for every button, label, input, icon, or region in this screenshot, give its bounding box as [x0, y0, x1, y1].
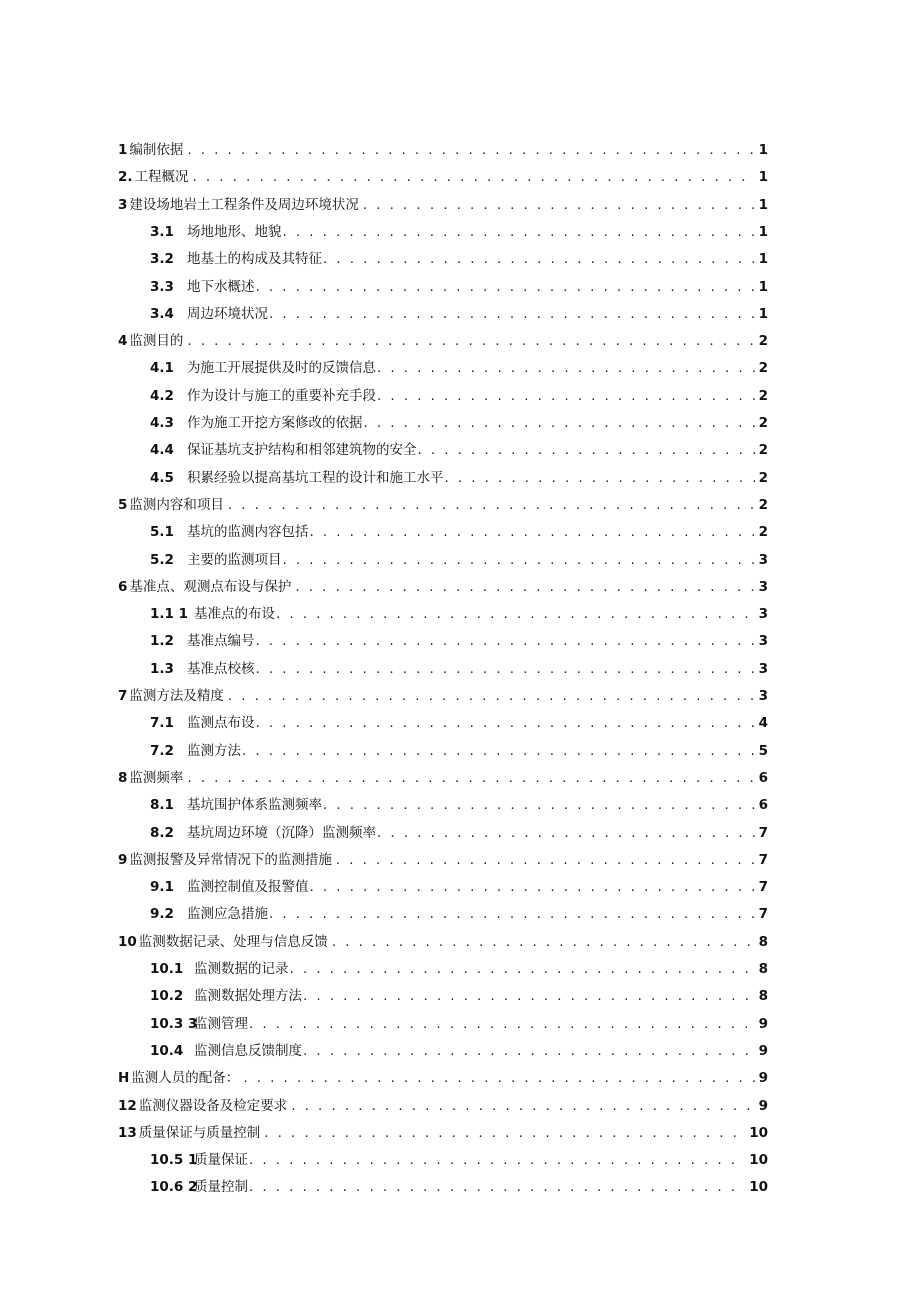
toc-entry-number: 9 — [118, 852, 128, 868]
toc-entry-page-number: 8 — [758, 961, 768, 977]
toc-entry-title: 监测数据处理方法 — [194, 988, 302, 1004]
toc-entry-number: 3.3 — [150, 279, 174, 295]
toc-dot-leader — [249, 1011, 755, 1038]
toc-entry-title: 基坑围护体系监测频率 — [187, 797, 322, 813]
toc-entry-title: 质量保证与质量控制 — [138, 1125, 261, 1141]
toc-entry-section[interactable] — [150, 983, 768, 1010]
toc-dot-leader — [377, 820, 755, 847]
toc-entry-page-number: 6 — [758, 797, 768, 813]
toc-entry-section[interactable] — [150, 738, 768, 765]
toc-entry-number: 3.2 — [150, 251, 174, 267]
toc-entry-page-number: 6 — [758, 770, 768, 786]
toc-dot-leader — [256, 628, 755, 655]
toc-entry-number: 5 — [118, 497, 128, 513]
toc-dot-leader — [187, 137, 754, 164]
toc-entry-title: 作为设计与施工的重要补充手段 — [187, 388, 376, 404]
toc-entry-section[interactable] — [150, 219, 768, 246]
toc-entry-page-number: 1 — [758, 279, 768, 295]
toc-entry-number: 10 — [118, 934, 137, 950]
toc-entry-number: 7.1 — [150, 715, 174, 731]
toc-entry-section[interactable] — [150, 956, 768, 983]
toc-entry-page-number: 7 — [758, 852, 768, 868]
toc-entry-section[interactable] — [150, 246, 768, 273]
toc-entry-number: 8.2 — [150, 825, 174, 841]
toc-entry-page-number: 3 — [758, 552, 768, 568]
toc-entry-title: 质量控制 — [194, 1179, 248, 1195]
toc-dot-leader — [283, 219, 755, 246]
toc-entry-section[interactable] — [150, 656, 768, 683]
toc-entry-title: 监测数据记录、处理与信息反馈 — [138, 934, 328, 950]
toc-entry-chapter[interactable] — [118, 1065, 768, 1092]
toc-entry-title: 基准点、观测点布设与保护 — [129, 579, 292, 595]
toc-entry-section[interactable] — [150, 1038, 768, 1065]
toc-entry-chapter[interactable] — [118, 492, 768, 519]
toc-dot-leader — [364, 410, 755, 437]
toc-entry-number: 13 — [118, 1125, 137, 1141]
toc-dot-leader — [290, 956, 755, 983]
toc-entry-number: 10.4 — [150, 1043, 184, 1059]
toc-entry-page-number: 3 — [758, 579, 768, 595]
toc-entry-page-number: 3 — [758, 633, 768, 649]
toc-entry-chapter[interactable] — [118, 1120, 768, 1147]
toc-entry-number: 3.4 — [150, 306, 174, 322]
toc-entry-chapter[interactable] — [118, 137, 768, 164]
toc-entry-number: 1.3 — [150, 661, 174, 677]
toc-entry-section[interactable] — [150, 874, 768, 901]
toc-entry-number: 7 — [118, 688, 128, 704]
toc-dot-leader — [377, 355, 755, 382]
toc-entry-number: 10.6 2 — [150, 1179, 198, 1195]
toc-entry-title: 基坑周边环境（沉降）监测频率 — [187, 825, 376, 841]
toc-entry-chapter[interactable] — [118, 574, 768, 601]
toc-entry-page-number: 8 — [758, 934, 768, 950]
toc-entry-page-number: 9 — [758, 1070, 768, 1086]
toc-entry-number: 10.2 — [150, 988, 184, 1004]
toc-entry-title: 监测内容和项目 — [129, 497, 224, 513]
toc-entry-number: 4.5 — [150, 470, 174, 486]
toc-entry-page-number: 4 — [758, 715, 768, 731]
toc-entry-chapter[interactable] — [118, 164, 768, 191]
toc-entry-number: 4.3 — [150, 415, 174, 431]
toc-entry-page-number: 5 — [758, 743, 768, 759]
toc-entry-chapter[interactable] — [118, 765, 768, 792]
toc-entry-section[interactable] — [150, 1011, 768, 1038]
toc-dot-leader — [187, 765, 754, 792]
toc-entry-chapter[interactable] — [118, 929, 768, 956]
toc-entry-title: 监测报警及异常情况下的监测措施 — [129, 852, 332, 868]
toc-entry-page-number: 1 — [758, 169, 768, 185]
toc-entry-title: 监测信息反馈制度 — [194, 1043, 302, 1059]
toc-entry-title: 监测方法及精度 — [129, 688, 224, 704]
toc-entry-section[interactable] — [150, 792, 768, 819]
toc-dot-leader — [323, 246, 755, 273]
toc-dot-leader — [303, 983, 755, 1010]
toc-entry-section[interactable] — [150, 465, 768, 492]
toc-entry-page-number: 9 — [758, 1098, 768, 1114]
toc-dot-leader — [445, 465, 755, 492]
toc-dot-leader — [418, 437, 755, 464]
toc-entry-title: 周边环境状况 — [187, 306, 268, 322]
toc-entry-title: 地下水概述 — [187, 279, 255, 295]
toc-entry-page-number: 2 — [758, 470, 768, 486]
toc-dot-leader — [256, 656, 755, 683]
toc-entry-chapter[interactable] — [118, 847, 768, 874]
toc-dot-leader — [228, 683, 755, 710]
toc-entry-title: 监测仪器设备及检定要求 — [138, 1098, 288, 1114]
toc-entry-title: 基准点编号 — [187, 633, 255, 649]
toc-entry-section[interactable] — [150, 547, 768, 574]
toc-entry-title: 编制依据 — [129, 142, 184, 158]
toc-dot-leader — [242, 738, 755, 765]
toc-dot-leader — [193, 164, 755, 191]
toc-entry-number: 8 — [118, 770, 128, 786]
toc-entry-section[interactable] — [150, 1174, 768, 1201]
toc-entry-number: 10.1 — [150, 961, 184, 977]
toc-entry-number: 12 — [118, 1098, 137, 1114]
toc-entry-number: 9.1 — [150, 879, 174, 895]
toc-dot-leader — [363, 192, 755, 219]
toc-entry-page-number: 2 — [758, 524, 768, 540]
toc-entry-page-number: 3 — [758, 688, 768, 704]
toc-entry-page-number: 1 — [758, 251, 768, 267]
toc-entry-number: 4.2 — [150, 388, 174, 404]
toc-entry-title: 监测频率 — [129, 770, 184, 786]
toc-dot-leader — [377, 383, 755, 410]
toc-entry-section[interactable] — [150, 383, 768, 410]
toc-entry-number: 1.2 — [150, 633, 174, 649]
toc-entry-title: 质量保证 — [194, 1152, 248, 1168]
toc-entry-section[interactable] — [150, 274, 768, 301]
toc-dot-leader — [256, 710, 755, 737]
toc-entry-section[interactable] — [150, 628, 768, 655]
toc-entry-number: H — [118, 1070, 130, 1086]
toc-entry-section[interactable] — [150, 901, 768, 928]
toc-dot-leader — [336, 847, 755, 874]
toc-entry-title: 基坑的监测内容包括 — [187, 524, 309, 540]
toc-entry-page-number: 9 — [758, 1043, 768, 1059]
toc-dot-leader — [256, 274, 755, 301]
toc-entry-section[interactable] — [150, 601, 768, 628]
toc-entry-page-number: 2 — [758, 388, 768, 404]
toc-entry-number: 9.2 — [150, 906, 174, 922]
toc-entry-page-number: 7 — [758, 825, 768, 841]
toc-entry-page-number: 2 — [758, 442, 768, 458]
toc-entry-page-number: 10 — [749, 1179, 768, 1195]
toc-entry-title: 监测控制值及报警值 — [187, 879, 309, 895]
toc-dot-leader — [332, 929, 755, 956]
toc-entry-number: 4 — [118, 333, 128, 349]
toc-entry-title: 监测目的 — [129, 333, 184, 349]
toc-entry-page-number: 2 — [758, 415, 768, 431]
toc-entry-page-number: 9 — [758, 1016, 768, 1032]
toc-entry-title: 场地地形、地貌 — [187, 224, 282, 240]
toc-dot-leader — [283, 547, 755, 574]
toc-entry-number: 8.1 — [150, 797, 174, 813]
toc-dot-leader — [264, 1120, 745, 1147]
toc-dot-leader — [228, 492, 755, 519]
toc-entry-title: 监测数据的记录 — [194, 961, 289, 977]
toc-entry-title: 基准点校核 — [187, 661, 255, 677]
toc-entry-section[interactable] — [150, 437, 768, 464]
toc-entry-page-number: 2 — [758, 333, 768, 349]
toc-entry-page-number: 2 — [758, 497, 768, 513]
toc-entry-page-number: 8 — [758, 988, 768, 1004]
toc-entry-title: 监测点布设 — [187, 715, 255, 731]
toc-entry-title: 保证基坑支护结构和相邻建筑物的安全 — [187, 442, 417, 458]
toc-entry-number: 4.1 — [150, 360, 174, 376]
toc-entry-title: 监测应急措施 — [187, 906, 268, 922]
toc-entry-page-number: 2 — [758, 360, 768, 376]
toc-entry-chapter[interactable] — [118, 328, 768, 355]
toc-entry-number: 10.5 1 — [150, 1152, 198, 1168]
toc-entry-chapter[interactable] — [118, 192, 768, 219]
toc-dot-leader — [269, 901, 755, 928]
toc-dot-leader — [243, 1065, 754, 1092]
toc-entry-title: 建设场地岩土工程条件及周边环境状况 — [129, 197, 359, 213]
toc-entry-page-number: 7 — [758, 879, 768, 895]
toc-entry-section[interactable] — [150, 410, 768, 437]
toc-entry-section[interactable] — [150, 301, 768, 328]
toc-entry-chapter[interactable] — [118, 1093, 768, 1120]
toc-entry-title: 为施工开展提供及时的反馈信息 — [187, 360, 376, 376]
toc-entry-number: 3 — [118, 197, 128, 213]
toc-entry-title: 监测管理 — [194, 1016, 248, 1032]
toc-entry-page-number: 1 — [758, 142, 768, 158]
toc-entry-title: 地基土的构成及其特征 — [187, 251, 322, 267]
toc-dot-leader — [310, 519, 755, 546]
toc-entry-title: 积累经验以提高基坑工程的设计和施工水平 — [187, 470, 444, 486]
toc-entry-page-number: 3 — [758, 606, 768, 622]
toc-entry-number: 3.1 — [150, 224, 174, 240]
toc-entry-page-number: 7 — [758, 906, 768, 922]
toc-dot-leader — [269, 301, 755, 328]
toc-dot-leader — [276, 601, 755, 628]
toc-entry-section[interactable] — [150, 519, 768, 546]
toc-entry-section[interactable] — [150, 820, 768, 847]
toc-entry-page-number: 10 — [749, 1152, 768, 1168]
toc-entry-title: 作为施工开挖方案修改的依据 — [187, 415, 363, 431]
toc-entry-title: 监测人员的配备： — [131, 1070, 240, 1086]
toc-entry-page-number: 1 — [758, 197, 768, 213]
toc-entry-section[interactable] — [150, 355, 768, 382]
toc-entry-chapter[interactable] — [118, 683, 768, 710]
toc-dot-leader — [323, 792, 755, 819]
toc-entry-number: 5.1 — [150, 524, 174, 540]
toc-entry-number: 4.4 — [150, 442, 174, 458]
toc-entry-title: 主要的监测项目 — [187, 552, 282, 568]
toc-entry-number: 6 — [118, 579, 128, 595]
toc-dot-leader — [187, 328, 754, 355]
toc-dot-leader — [249, 1147, 745, 1174]
toc-entry-page-number: 3 — [758, 661, 768, 677]
toc-entry-number: 5.2 — [150, 552, 174, 568]
toc-entry-title: 工程概况 — [134, 169, 189, 185]
toc-entry-title: 监测方法 — [187, 743, 241, 759]
toc-dot-leader — [310, 874, 755, 901]
toc-entry-number: 1 — [118, 142, 128, 158]
toc-entry-number: 10.3 3 — [150, 1016, 198, 1032]
toc-entry-page-number: 1 — [758, 224, 768, 240]
toc-entry-number: 1.1 1 — [150, 606, 189, 622]
toc-dot-leader — [291, 1093, 754, 1120]
toc-dot-leader — [295, 574, 754, 601]
toc-entry-section[interactable] — [150, 710, 768, 737]
toc-entry-title: 基准点的布设 — [194, 606, 275, 622]
toc-entry-number: 7.2 — [150, 743, 174, 759]
toc-entry-page-number: 1 — [758, 306, 768, 322]
toc-entry-page-number: 10 — [749, 1125, 768, 1141]
toc-entry-number: 2. — [118, 169, 133, 185]
toc-entry-section[interactable] — [150, 1147, 768, 1174]
toc-dot-leader — [249, 1174, 745, 1201]
toc-dot-leader — [303, 1038, 755, 1065]
